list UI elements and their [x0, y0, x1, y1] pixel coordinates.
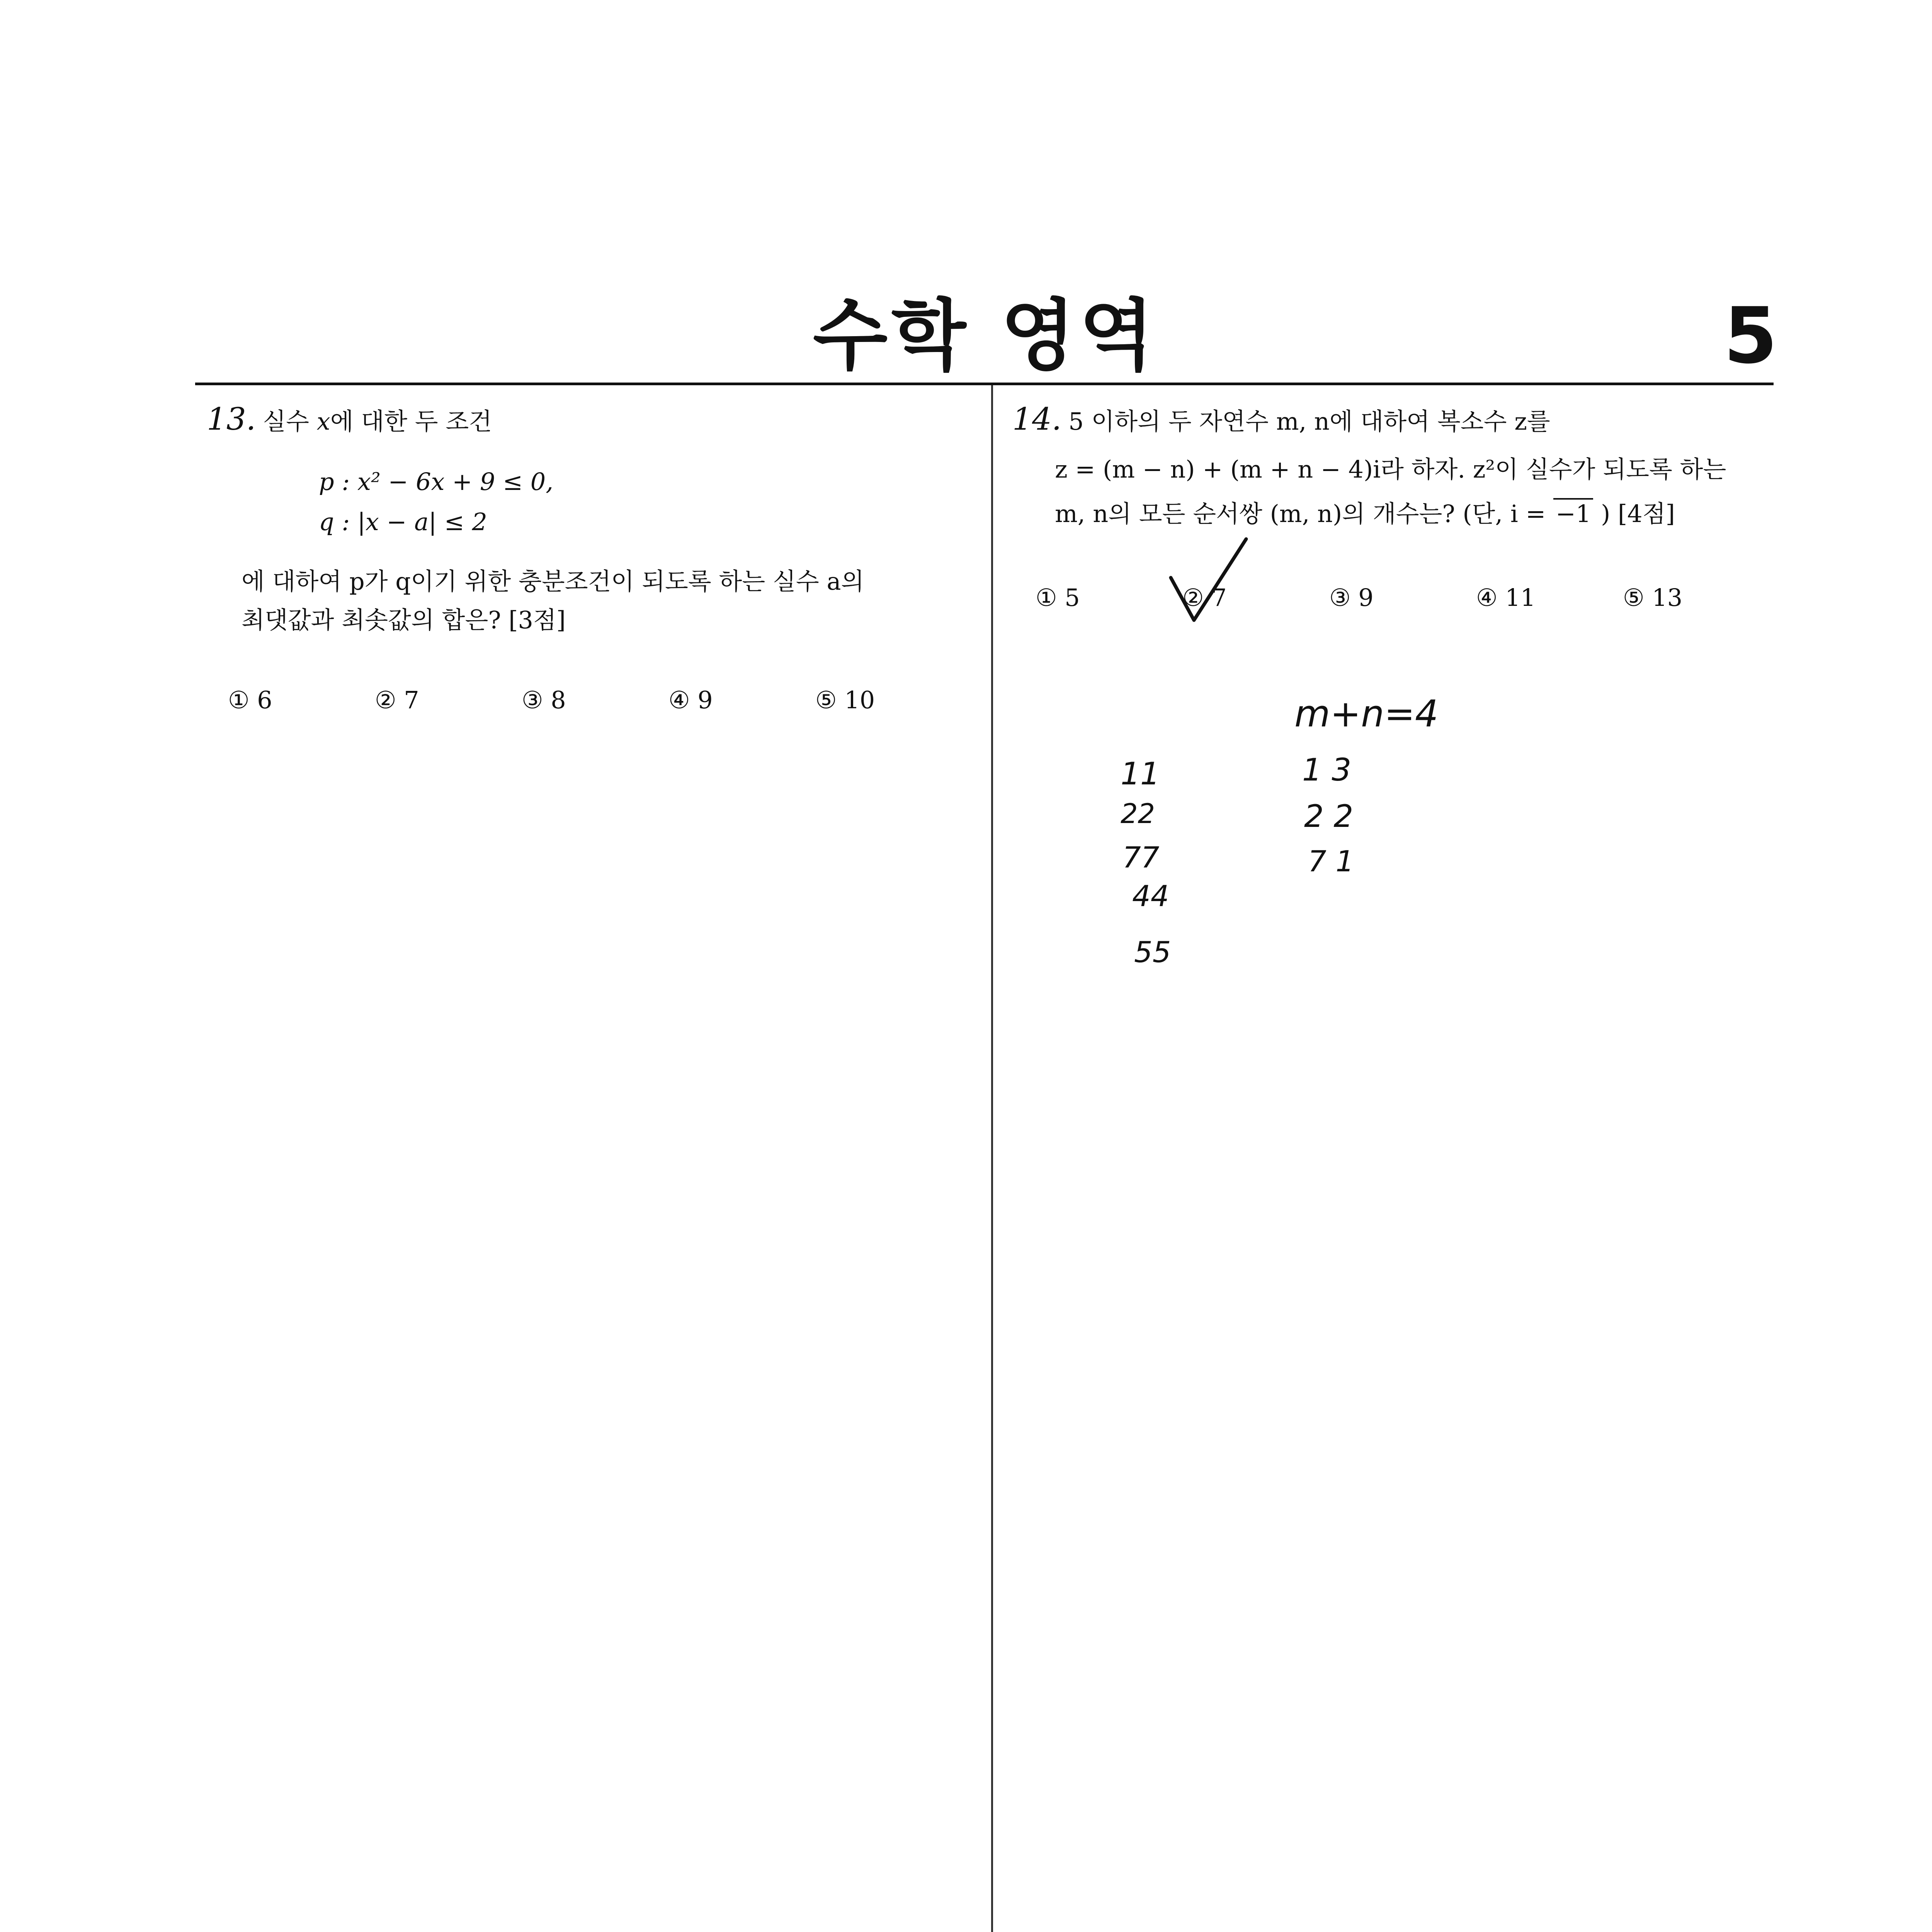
note-right-3: 7 1 — [1308, 844, 1354, 878]
choice-1[interactable]: ① 5 — [1036, 583, 1080, 612]
handwritten-text — [1121, 693, 1438, 969]
question-13-stem-post: 에 대한 두 조건 — [330, 407, 492, 435]
note-left-4: 44 — [1132, 879, 1169, 913]
note-right-2: 2 2 — [1304, 798, 1354, 834]
checkmark-icon — [1171, 539, 1246, 620]
question-14-line3-pre: m, n의 모든 순서쌍 (m, n)의 개수는? (단, i = — [1055, 500, 1554, 528]
choice-1[interactable]: ① 6 — [228, 686, 272, 714]
note-left-2: 22 — [1121, 798, 1155, 830]
note-equation: m+n=4 — [1294, 693, 1439, 735]
question-14-number: 14. — [1012, 401, 1062, 437]
page-title: 수학 영역 — [813, 291, 1158, 381]
sqrt-expression: −1 — [1553, 498, 1593, 528]
choice-2[interactable]: ② 7 — [1182, 583, 1227, 612]
choice-3[interactable]: ③ 8 — [522, 686, 566, 714]
question-13-body-line2: 최댓값과 최솟값의 합은? [3점] — [242, 606, 566, 634]
choice-3[interactable]: ③ 9 — [1329, 583, 1374, 612]
choice-2[interactable]: ② 7 — [375, 686, 419, 714]
note-left-1: 11 — [1121, 756, 1160, 792]
question-13-stem-var: x — [316, 407, 330, 435]
question-13-number: 13. — [207, 401, 256, 437]
page-number: 5 — [1723, 291, 1777, 381]
note-left-3: 77 — [1122, 840, 1160, 874]
question-13-body-line1: 에 대하여 p가 q이기 위한 충분조건이 되도록 하는 실수 a의 — [242, 567, 864, 595]
condition-p: p : x² − 6x + 9 ≤ 0, — [319, 468, 553, 496]
note-right-1: 1 3 — [1302, 752, 1352, 788]
choice-5[interactable]: ⑤ 13 — [1623, 583, 1683, 612]
choice-5[interactable]: ⑤ 10 — [815, 686, 875, 714]
question-14-stem-text: 5 이하의 두 자연수 m, n에 대하여 복소수 z를 — [1068, 407, 1550, 435]
choice-4[interactable]: ④ 9 — [668, 686, 713, 714]
question-14-line2: z = (m − n) + (m + n − 4)i라 하자. z²이 실수가 되도록 하는 — [1055, 455, 1726, 483]
question-14-line3-post: ) [4점] — [1593, 500, 1675, 528]
note-left-5: 55 — [1134, 935, 1171, 969]
question-13-stem-pre: 실수 — [263, 407, 317, 435]
condition-q: q : |x − a| ≤ 2 — [319, 508, 487, 536]
choice-4[interactable]: ④ 11 — [1476, 583, 1536, 612]
